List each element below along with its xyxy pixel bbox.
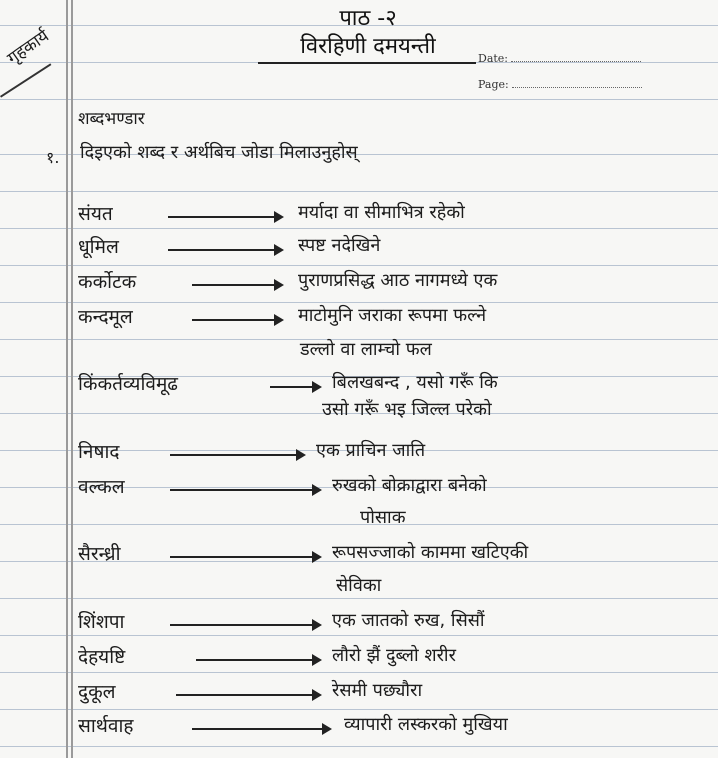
arrow-icon [176, 694, 320, 696]
term: सैरन्ध्री [78, 543, 121, 565]
term: वल्कल [78, 476, 125, 498]
term: किंकर्तव्यविमूढ [78, 373, 178, 395]
title-underline [258, 62, 476, 64]
arrow-icon [170, 489, 320, 491]
corner-divider [0, 63, 51, 97]
arrow-icon [192, 284, 282, 286]
meaning: रूपसज्जाको काममा खटिएकी [332, 542, 529, 563]
arrow-icon [192, 728, 330, 730]
corner-note: गृहकार्य [3, 26, 53, 69]
meaning: पुराणप्रसिद्ध आठ नागमध्ये एक [298, 270, 498, 291]
page-title: विरहिणी दमयन्ती [300, 34, 436, 59]
term: कन्दमूल [78, 306, 133, 328]
arrow-icon [270, 386, 320, 388]
term: शिंशपा [78, 611, 125, 633]
meaning: व्यापारी लस्करको मुखिया [344, 714, 508, 735]
arrow-icon [168, 216, 282, 218]
date-label: Date: [478, 52, 509, 65]
meaning: रुखको बोक्राद्वारा बनेको [332, 475, 487, 496]
date-field [478, 52, 641, 65]
section-title: शब्दभण्डार [78, 109, 145, 129]
meaning-continuation: डल्लो वा लाम्चो फल [300, 339, 432, 360]
term: देहयष्टि [78, 646, 126, 668]
chapter-number: पाठ -२ [339, 6, 397, 31]
margin-line [66, 0, 68, 758]
arrow-icon [192, 319, 282, 321]
page-label: Page: [478, 78, 509, 91]
meaning-continuation: उसो गरूँ भइ जिल्ल परेको [322, 399, 492, 420]
term: संयत [78, 203, 113, 225]
term: धूमिल [78, 236, 119, 258]
meaning: एक जातको रुख, सिसौं [332, 610, 485, 631]
question-number: १. [46, 148, 60, 167]
meaning: रेसमी पछ्यौरा [332, 680, 423, 701]
term: कर्कोटक [78, 271, 137, 293]
term: निषाद [78, 441, 120, 463]
meaning: माटोमुनि जराका रूपमा फल्ने [298, 305, 487, 326]
question-text: दिइएको शब्द र अर्थबिच जोडा मिलाउनुहोस् [80, 142, 358, 163]
meaning-continuation: सेविका [336, 575, 382, 596]
meaning: बिलखबन्द , यसो गरूँ कि [332, 372, 498, 393]
meaning: लौरो झैं दुब्लो शरीर [332, 645, 456, 666]
margin-line [71, 0, 73, 758]
term: सार्थवाह [78, 715, 134, 737]
meaning: एक प्राचिन जाति [316, 440, 426, 461]
arrow-icon [170, 454, 304, 456]
arrow-icon [196, 659, 320, 661]
meaning: स्पष्ट नदेखिने [298, 235, 381, 256]
meaning-continuation: पोसाक [360, 507, 406, 528]
arrow-icon [170, 624, 320, 626]
arrow-icon [168, 249, 282, 251]
arrow-icon [170, 556, 320, 558]
meaning: मर्यादा वा सीमाभित्र रहेको [298, 202, 465, 223]
page-field [478, 78, 642, 91]
term: दुकूल [78, 681, 116, 703]
